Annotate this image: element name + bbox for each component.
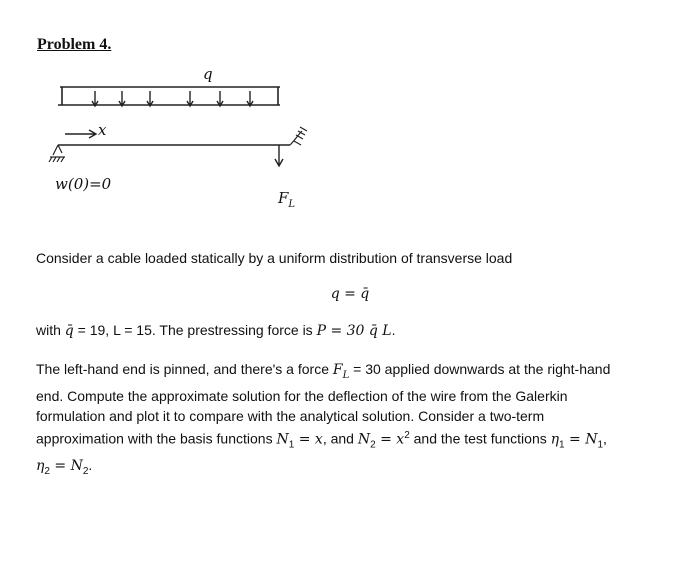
load-arrow-3 — [147, 91, 153, 106]
params-prestress: P = 30 q̄ L — [316, 323, 392, 339]
params-qbar: q̄ — [64, 323, 74, 339]
force-label-main: F — [278, 189, 289, 207]
paragraph-line-1: The left-hand end is pinned, and there's a force $F_L = 30$ applied downwards at the right-hand — [36, 361, 611, 381]
force-label-sub: L — [288, 199, 296, 210]
force-symbol: F — [332, 362, 343, 378]
params-mid: = 19, L = 15. The prestressing force is — [73, 322, 317, 338]
basis-n2: N — [357, 431, 371, 448]
paragraph-line-3: formulation and plot it to compare with the analytical solution. Consider a two-term — [36, 407, 545, 424]
load-arrow-2 — [119, 91, 125, 106]
load-label: q — [203, 65, 213, 83]
force-arrow — [275, 145, 283, 166]
right-end-hatch-icon — [290, 127, 307, 145]
test-eta1: η — [550, 431, 560, 448]
x-axis-label: x — [98, 121, 107, 139]
paragraph-line-2: end. Compute the approximate solution for the deflection of the wire from the Galerkin — [36, 387, 568, 404]
parameters-line — [36, 321, 396, 341]
load-equation: q = q̄ — [330, 286, 370, 302]
params-end: . — [391, 322, 396, 338]
force-label — [278, 189, 295, 210]
load-arrow-6 — [247, 91, 253, 106]
test-eta2: η — [36, 458, 45, 475]
x-axis-arrow — [65, 130, 96, 138]
problem-title: Problem 4. — [37, 36, 112, 53]
params-prefix: with — [36, 322, 65, 338]
load-arrow-1 — [92, 91, 98, 106]
load-arrow-4 — [187, 91, 193, 106]
pin-support-icon — [49, 145, 65, 162]
intro-text: Consider a cable loaded statically by a uniform distribution of transverse load — [36, 250, 513, 266]
load-arrows — [92, 91, 253, 106]
paragraph-line-5: $\eta_2 = N_2$. — [36, 457, 93, 478]
load-arrow-5 — [217, 91, 223, 106]
basis-n1: N — [276, 431, 289, 448]
boundary-condition-label: w(0)=0 — [55, 175, 112, 193]
paragraph-line-4: approximation with the basis functions $N_1 = x$, and $N_2 = x^2$ and the test functions $\eta_1 = N_1$, — [36, 429, 607, 451]
problem-paragraph — [36, 359, 681, 482]
cable-figure — [40, 65, 340, 215]
